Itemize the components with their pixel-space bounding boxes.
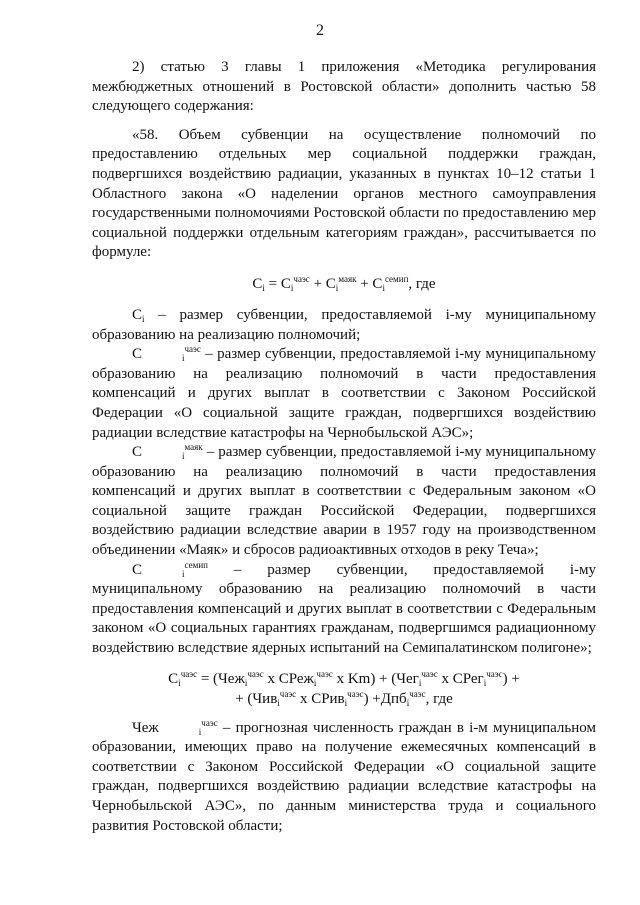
definition-ci-chaes: C $_i^{чаэс}$ – размер субвенции, предоставляемой i-му муниципальному образованию на реализацию полномочий в части предоставления компенсаций и других выплат в соответствии с Законом Российской Федерации «О социальной защите граждан, подвергшихся воздействию радиации вследствие катастрофы на Чернобыльской АЭС»; [92, 344, 596, 441]
intro-paragraph: 2) статью 3 главы 1 приложения «Методика регулирования межбюджетных отношений в Ростовской области» дополнить частью 58 следующего содержания: [92, 59, 596, 115]
definition-ci: $C_i$ – размер субвенции, предоставляемой i-му муниципальному образованию на реализацию полномочий; [92, 306, 596, 343]
page-number: 2 [316, 22, 324, 39]
definition-ci-mayak: C $_i^{маяк}$ – размер субвенции, предоставляемой i-му муниципальному образованию на реализацию полномочий в части предоставления компенсаций и других выплат в соответствии с Федеральным законом «О социальной защите граждан Российской Федерации, подвергшихся воздействию радиации вследствие аварии в 1957 году на производственном объединении «Маяк» и сбросов радиоактивных отходов в реку Теча»; [92, 442, 596, 559]
document-body [92, 58, 596, 836]
definition-ci-semip: C $_i^{семип}$ – размер субвенции, предоставляемой i-му муниципальному образованию на реализацию полномочий в части предоставления компенсаций и других выплат в соответствии с Федеральным законом «О социальных гарантиях гражданам, подвергшимся радиационному воздействию вследствие ядерных испытаний на Семипалатинском полигоне»; [92, 559, 596, 657]
definition-chezh: Чеж $_i^{чаэс}$ – прогнозная численность граждан в i-м муниципальном образовании, имеющих право на получение ежемесячных компенсаций в соответствии с Законом Российской Федерации «О социальной защите граждан, подвергшихся воздействию радиации вследствие катастрофы на Чернобыльской АЭС», по данным министерства труда и социального развития Ростовской области; [92, 717, 596, 834]
formula-chaes-subvention: $C_i^{чаэс} = (Чеж_i^{чаэс}$ x СРеж$_i^{чаэс}$ x Km) + (Чег$_i^{чаэс}$ x СРег$_i^{чаэс}$) + + (Чив$_i^{чаэс}$ x СРив$_i^{чаэс}$) +Дпб$_i^{чаэс}$, где [168, 668, 520, 708]
formula-total-subvention: $C_i = C_i^{чаэс} + C_i^{маяк} + C_i^{семип}$, где [252, 273, 436, 293]
paragraph-58: «58. Объем субвенции на осуществление полномочий по предоставлению отдельных мер социальной поддержки граждан, подвергшихся воздействию радиации, указанных в пунктах 10–12 статьи 1 Областного закона «О наделении органов местного самоуправления государственными полномочиями Ростовской области по предоставлению мер социальной поддержки отдельным категориям граждан», рассчитывается по формуле: [92, 126, 596, 261]
